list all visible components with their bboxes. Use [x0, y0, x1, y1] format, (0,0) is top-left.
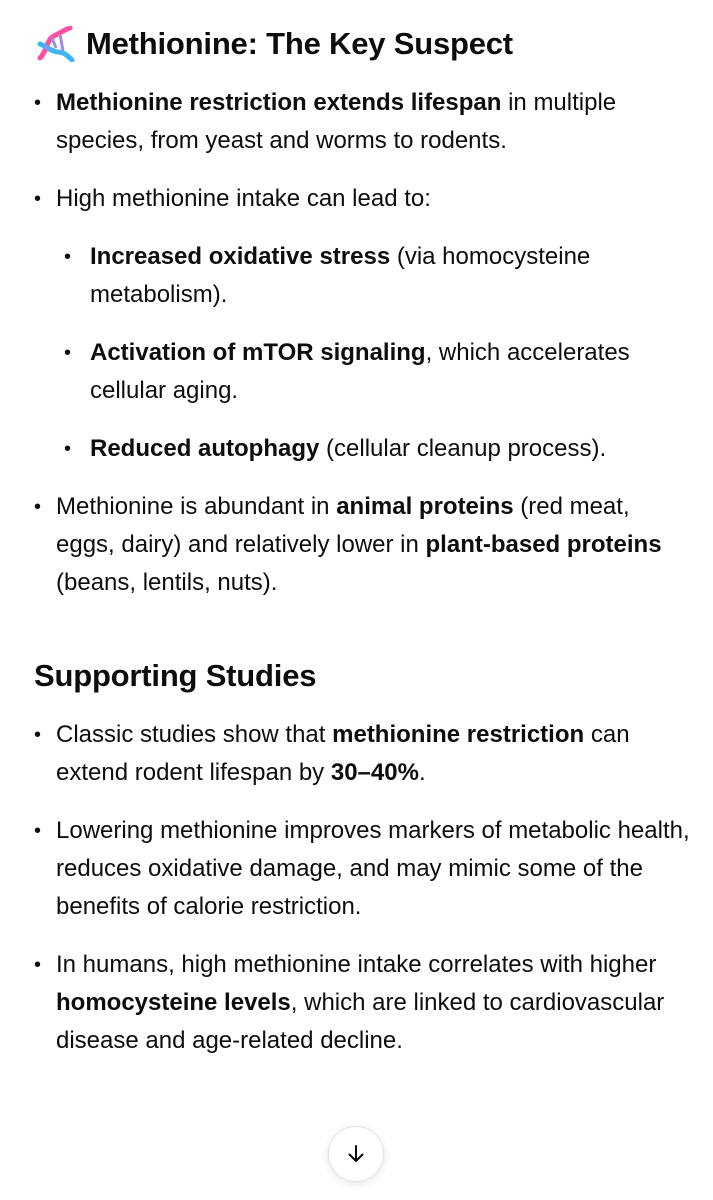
- bold-text: Methionine restriction extends lifespan: [56, 89, 502, 116]
- list-item: [34, 812, 694, 926]
- body-text: , which accelerates cellular aging.: [90, 339, 630, 404]
- body-text: (via homocysteine metabolism).: [90, 243, 591, 308]
- message-content: [34, 22, 694, 1080]
- body-text: Classic studies show that: [56, 721, 333, 748]
- section-heading-methionine: [34, 22, 694, 66]
- arrow-down-icon: [344, 1142, 368, 1166]
- bold-text: Reduced autophagy: [90, 435, 320, 462]
- body-text: (red meat, eggs, dairy) and relatively lower in: [56, 493, 630, 558]
- bold-text: 30–40%: [330, 759, 419, 786]
- bullet: •: [34, 188, 42, 210]
- body-text: in multiple species, from yeast and worms to rodents.: [56, 89, 617, 154]
- body-text: Methionine is abundant in: [56, 493, 337, 520]
- list-item: [34, 946, 694, 1060]
- list-item: [56, 238, 694, 314]
- bullet-list-methionine: [34, 84, 694, 602]
- bold-text: animal proteins: [336, 493, 514, 520]
- nested-bullet-list: [56, 238, 694, 468]
- bold-text: methionine restriction: [332, 721, 585, 748]
- bold-text: Increased oxidative stress: [90, 243, 391, 270]
- bullet-list-studies: [34, 716, 694, 1060]
- list-item: [34, 180, 694, 468]
- bold-text: homocysteine levels: [56, 989, 291, 1016]
- list-item: [34, 716, 694, 792]
- body-text: can extend rodent lifespan by: [56, 721, 630, 786]
- dna-icon: [34, 26, 76, 62]
- bold-text: plant-based proteins: [425, 531, 662, 558]
- bullet: •: [34, 724, 42, 746]
- body-text: Lowering methionine improves markers of metabolic health, reduces oxidative damage, and may mimic some of the benefits of calorie restriction.: [56, 817, 690, 920]
- body-text: (beans, lentils, nuts).: [56, 569, 278, 596]
- scroll-to-bottom-button[interactable]: [328, 1126, 384, 1182]
- bullet: •: [34, 92, 42, 114]
- section-title: Methionine: The Key Suspect: [86, 26, 513, 61]
- body-text: High methionine intake can lead to:: [56, 185, 431, 212]
- bullet: •: [34, 820, 42, 842]
- list-item: [34, 84, 694, 160]
- bold-text: Activation of mTOR signaling: [90, 339, 426, 366]
- bullet: •: [64, 342, 72, 364]
- body-text: In humans, high methionine intake correlates with higher: [56, 951, 657, 978]
- bullet: •: [64, 438, 72, 460]
- list-item: [34, 488, 694, 602]
- bullet: •: [64, 246, 72, 268]
- body-text: (cellular cleanup process).: [319, 435, 607, 462]
- bullet: •: [34, 496, 42, 518]
- bullet: •: [34, 954, 42, 976]
- list-item: [56, 430, 694, 468]
- section-heading-supporting-studies: Supporting Studies: [34, 658, 317, 693]
- list-item: [56, 334, 694, 410]
- body-text: , which are linked to cardiovascular disease and age-related decline.: [56, 989, 665, 1054]
- body-text: .: [418, 759, 426, 786]
